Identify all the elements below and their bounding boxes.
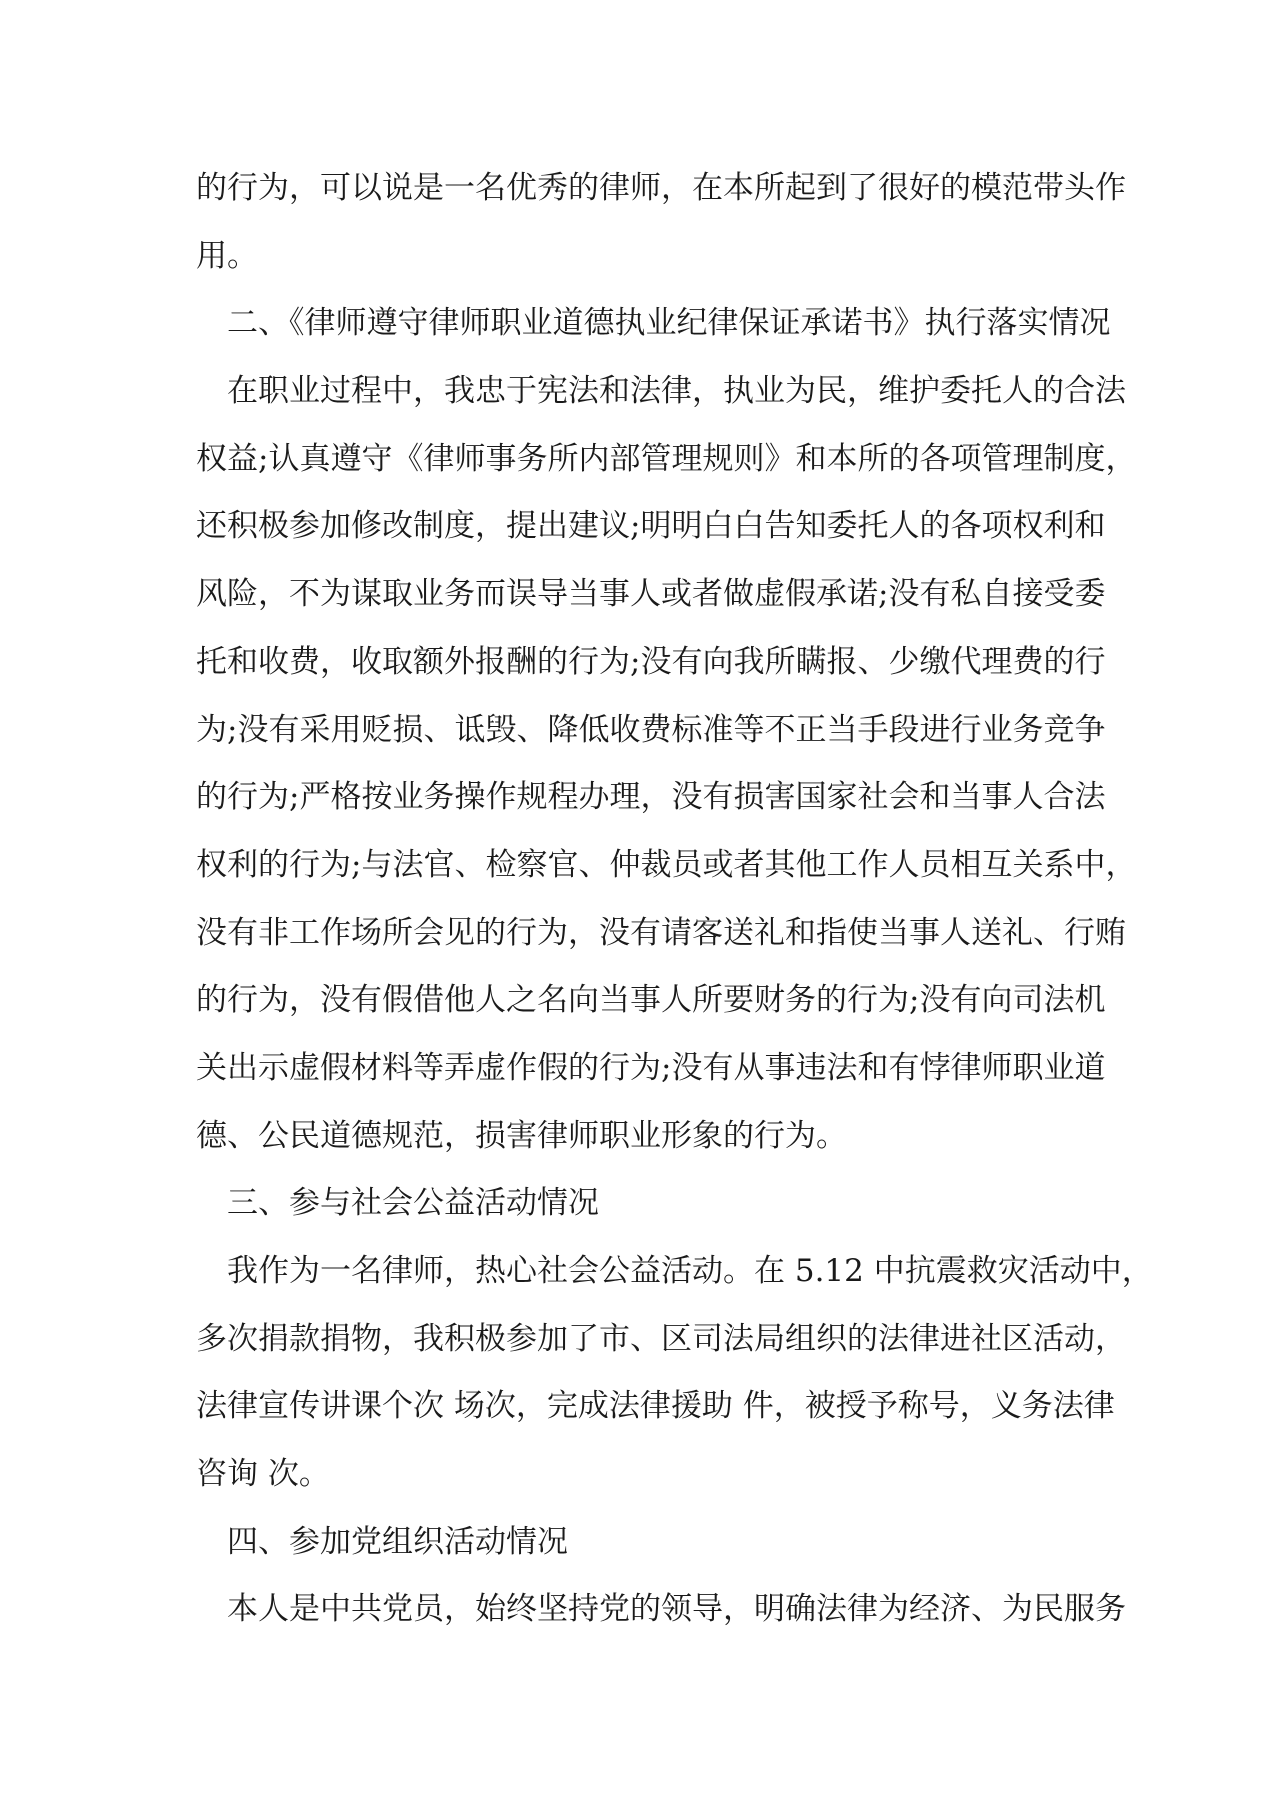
text-line: 权利的行为;与法官、检察官、仲裁员或者其他工作人员相互关系中， <box>196 846 1137 883</box>
text-line: 权益;认真遵守《律师事务所内部管理规则》和本所的各项管理制度， <box>196 440 1137 477</box>
text-line: 四、参加党组织活动情况 <box>227 1523 568 1560</box>
text-line: 风险，不为谋取业务而误导当事人或者做虚假承诺;没有私自接受委 <box>196 576 1106 613</box>
text-line: 的行为;严格按业务操作规程办理，没有损害国家社会和当事人合法 <box>196 779 1106 816</box>
text-line: 在职业过程中，我忠于宪法和法律，执业为民，维护委托人的合法 <box>227 373 1126 410</box>
text-line: 还积极参加修改制度，提出建议;明明白白告知委托人的各项权利和 <box>196 508 1106 545</box>
text-line: 多次捐款捐物，我积极参加了市、区司法局组织的法律进社区活动， <box>196 1320 1126 1357</box>
text-line: 没有非工作场所会见的行为，没有请客送礼和指使当事人送礼、行贿 <box>196 914 1126 951</box>
document-body <box>196 155 1153 1644</box>
text-line: 二、《律师遵守律师职业道德执业纪律保证承诺书》执行落实情况 <box>227 305 1111 342</box>
text-line: 我作为一名律师，热心社会公益活动。在 5.12 中抗震救灾活动中， <box>227 1253 1153 1289</box>
text-line: 托和收费，收取额外报酬的行为;没有向我所瞒报、少缴代理费的行 <box>196 643 1106 680</box>
text-line: 本人是中共党员，始终坚持党的领导，明确法律为经济、为民服务 <box>227 1591 1126 1628</box>
text-line: 的行为，可以说是一名优秀的律师，在本所起到了很好的模范带头作 <box>196 170 1126 206</box>
text-line: 关出示虚假材料等弄虚作假的行为;没有从事违法和有悖律师职业道 <box>196 1049 1106 1086</box>
text-line: 法律宣传讲课个次 场次，完成法律援助 件，被授予称号，义务法律 <box>196 1388 1115 1425</box>
text-line: 德、公民道德规范，损害律师职业形象的行为。 <box>196 1117 847 1154</box>
text-line: 三、参与社会公益活动情况 <box>227 1185 599 1222</box>
text-line: 咨询 次。 <box>196 1456 330 1493</box>
text-line: 用。 <box>196 237 258 274</box>
text-line: 为;没有采用贬损、诋毁、降低收费标准等不正当手段进行业务竞争 <box>196 711 1106 748</box>
text-line: 的行为，没有假借他人之名向当事人所要财务的行为;没有向司法机 <box>196 982 1106 1019</box>
